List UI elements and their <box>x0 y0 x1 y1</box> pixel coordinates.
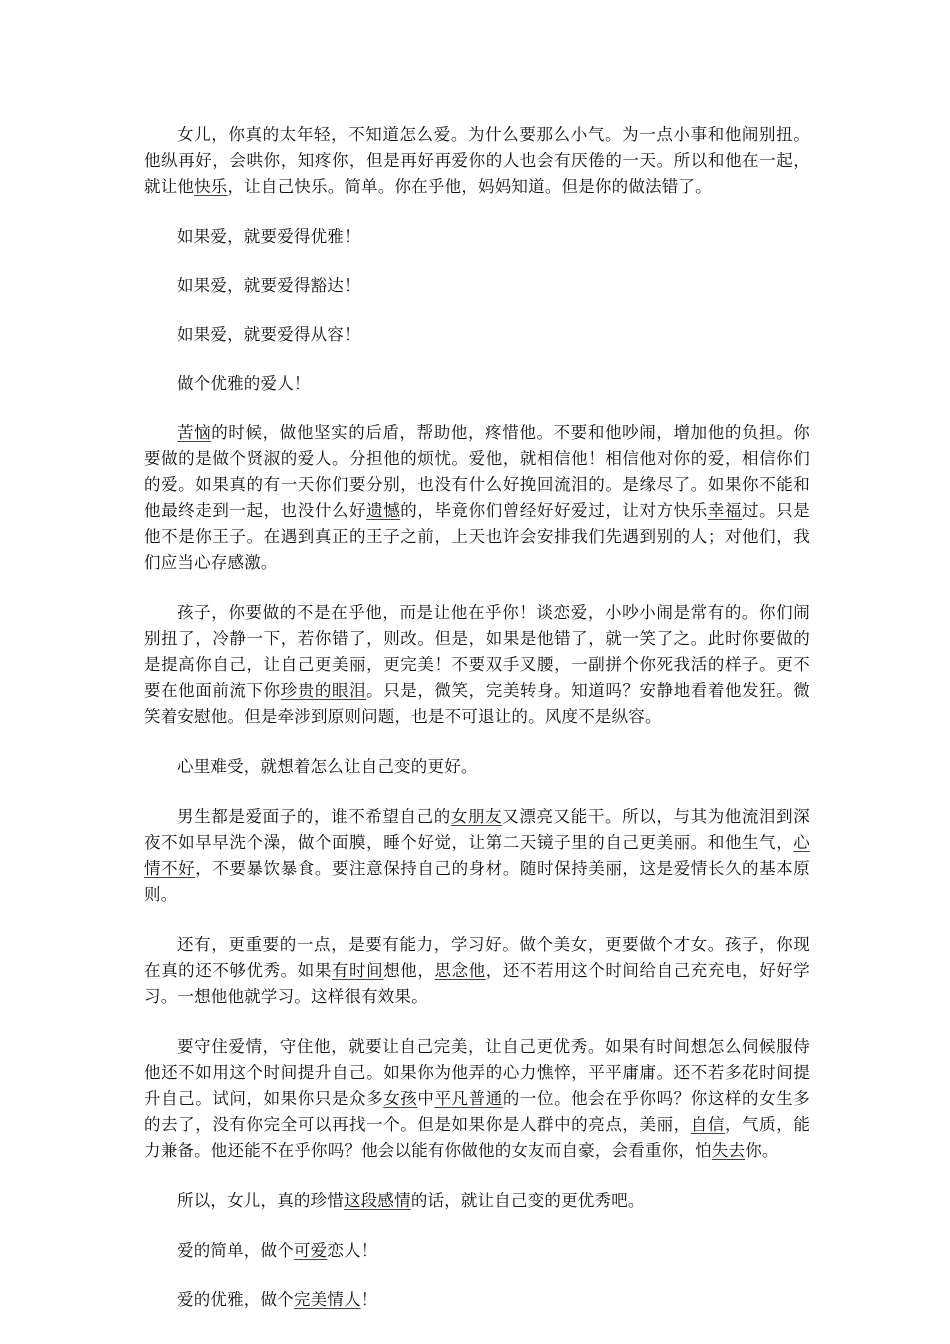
paragraph-text: 做个优雅的爱人！ <box>177 374 311 393</box>
paragraph-text: 要守住爱情，守住他，就要让自己完美，让自己更优秀。如果有时间想怎么伺候服侍他还不如用这个时间提升自己。如果你为他弄的心力憔悴，平平庸庸。还不若多花时间提升自己。试问，如果你只是众多 <box>144 1037 810 1108</box>
keyword-link[interactable]: 女孩 <box>383 1089 418 1108</box>
paragraph <box>144 371 810 397</box>
keyword-link[interactable]: 女朋友 <box>450 807 503 826</box>
keyword-link[interactable]: 失去 <box>711 1141 746 1160</box>
paragraph <box>144 322 810 348</box>
paragraph-text: 。只是，微笑，完美转身。知道吗？安静地看着他发狂。微笑着安慰他。但是牵涉到原则问题，也是不可退让的。风度不是纵容。 <box>144 681 811 726</box>
paragraph-text: 你。 <box>745 1141 779 1160</box>
paragraph <box>144 1034 810 1164</box>
paragraph-text: 所以，女儿，真的珍惜 <box>177 1191 344 1210</box>
paragraph <box>144 122 810 200</box>
paragraph-text: 的话，就让自己变的更优秀吧。 <box>410 1191 645 1210</box>
keyword-link[interactable]: 心情不好 <box>144 833 810 878</box>
paragraph-text: 又漂亮又能干。所以，与其为他流泪到深夜不如早早洗个澡，做个面膜，睡个好觉，让第二天镜子里的自己更美丽。和他生气， <box>144 807 810 852</box>
paragraph-text: ，还不若用这个时间给自己充充电，好好学习。一想他他就学习。这样很有效果。 <box>144 961 810 1006</box>
paragraph <box>144 224 810 250</box>
paragraph-text: 如果爱，就要爱得从容！ <box>177 325 361 344</box>
paragraph-text: ，不要暴饮暴食。要注意保持自己的身材。随时保持美丽，这是爱情长久的基本原则。 <box>144 859 810 904</box>
paragraph-text: 心里难受，就想着怎么让自己变的更好。 <box>177 757 478 776</box>
keyword-link[interactable]: 苦恼 <box>177 423 212 442</box>
paragraph <box>144 804 810 908</box>
article-body <box>144 122 810 1313</box>
paragraph-text: 的时候，做他坚实的后盾，帮助他，疼惜他。不要和他吵闹，增加他的负担。你要做的是做个贤淑的爱人。分担他的烦忧。爱他，就相信他！相信他对你的爱，相信你们的爱。如果真的有一天你们要分别，也没有什么好挽回流泪的。是缘尽了。如果你不能和他最终走到一起，也没什么好 <box>144 423 811 520</box>
paragraph <box>144 273 810 299</box>
paragraph-text: 恋人！ <box>327 1241 378 1260</box>
paragraph <box>144 1287 810 1313</box>
paragraph-text: 男生都是爱面子的，谁不希望自己的 <box>177 807 451 826</box>
keyword-link[interactable]: 快乐 <box>194 177 228 196</box>
paragraph-text: ，气质，能力兼备。他还能不在乎你吗？他会以能有你做他的女友而自豪，会看重你，怕 <box>144 1115 811 1160</box>
paragraph <box>144 932 810 1010</box>
paragraph-text: 过。只是他不是你王子。在遇到真正的王子之前，上天也许会安排我们先遇到别的人；对他们，我们应当心存感激。 <box>144 501 810 572</box>
paragraph-text: 的一位。他会在乎你吗？你这样的女生多的去了，没有你完全可以再找一个。但是如果你是人群中的亮点，美丽， <box>144 1089 810 1134</box>
paragraph <box>144 600 810 730</box>
paragraph-text: 想他， <box>383 961 435 980</box>
paragraph-text: 爱的简单，做个 <box>177 1241 294 1260</box>
keyword-link[interactable]: 遗憾 <box>366 501 401 520</box>
paragraph <box>144 1238 810 1264</box>
keyword-link[interactable]: 幸福 <box>707 501 743 520</box>
keyword-link[interactable]: 珍贵的眼泪 <box>280 681 367 700</box>
keyword-link[interactable]: 平凡普通 <box>434 1089 503 1108</box>
paragraph-text: ！ <box>360 1290 378 1309</box>
keyword-link[interactable]: 思念他 <box>434 961 486 980</box>
keyword-link[interactable]: 有时间 <box>331 961 384 980</box>
paragraph <box>144 1188 810 1214</box>
paragraph-text: 女儿，你真的太年轻，不知道怎么爱。为什么要那么小气。为一点小事和他闹别扭。他纵再好，会哄你，知疼你，但是再好再爱你的人也会有厌倦的一天。所以和他在一起，就让他 <box>144 125 810 196</box>
paragraph-text: 如果爱，就要爱得豁达！ <box>177 276 361 295</box>
paragraph <box>144 754 810 780</box>
paragraph-text: 还有，更重要的一点，是要有能力，学习好。做个美女，更要做个才女。孩子，你现在真的还不够优秀。如果 <box>144 935 810 980</box>
paragraph <box>144 420 810 576</box>
paragraph-text: 如果爱，就要爱得优雅！ <box>177 227 361 246</box>
keyword-link[interactable]: 自信 <box>690 1115 725 1134</box>
paragraph-text: 的，毕竟你们曾经好好爱过，让对方快乐 <box>400 501 708 520</box>
paragraph-text: 爱的优雅，做个 <box>177 1290 294 1309</box>
keyword-link[interactable]: 完美情人 <box>293 1290 361 1309</box>
paragraph-text: 孩子，你要做的不是在乎他，而是让他在乎你！谈恋爱，小吵小闹是常有的。你们闹别扭了，冷静一下，若你错了，则改。但是，如果是他错了，就一笑了之。此时你要做的是提高你自己，让自己更美丽，更完美！不要双手叉腰，一副拼个你死我活的样子。更不要在他面前流下你 <box>144 603 810 700</box>
paragraph-text: 中 <box>417 1089 435 1108</box>
keyword-link[interactable]: 可爱 <box>293 1241 328 1260</box>
keyword-link[interactable]: 这段感情 <box>344 1191 411 1210</box>
paragraph-text: ，让自己快乐。简单。你在乎他，妈妈知道。但是你的做法错了。 <box>227 177 712 196</box>
